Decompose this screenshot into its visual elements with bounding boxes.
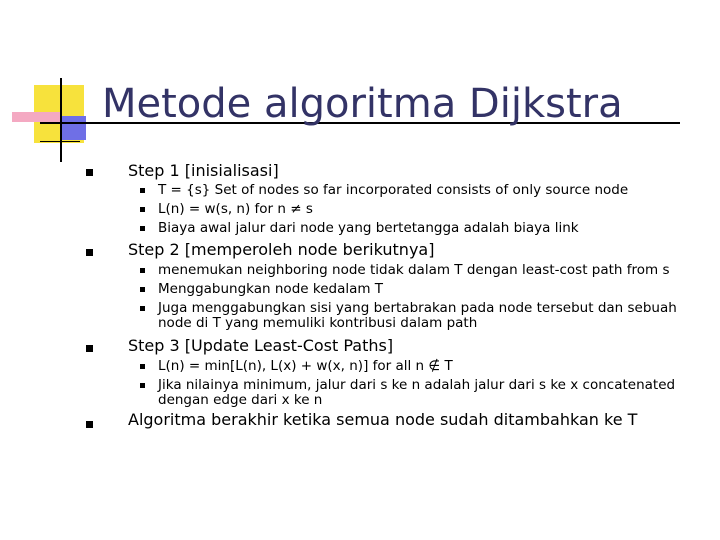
sub-bullet-icon <box>140 383 145 388</box>
step-2-item-3: Juga menggabungkan sisi yang bertabrakan pada node tersebut dan sebuah node di T yang memuliki kontribusi dalam path <box>158 300 677 331</box>
sub-bullet-icon <box>140 226 145 231</box>
step-3-item-2: Jika nilainya minimum, jalur dari s ke n adalah jalur dari s ke x concatenated dengan edge dari x ke n <box>158 377 676 408</box>
step-1-item-2: L(n) = w(s, n) for n ≠ s <box>158 201 313 217</box>
step-2-item-2: Menggabungkan node kedalam T <box>158 281 384 297</box>
bullet-icon <box>86 345 93 352</box>
bullet-icon <box>86 249 93 256</box>
step-1-item-3: Biaya awal jalur dari node yang bertetangga adalah biaya link <box>158 220 579 236</box>
slide-title: Metode algoritma Dijkstra <box>102 81 623 127</box>
sub-bullet-icon <box>140 364 145 369</box>
step-1-item-1: T = {s} Set of nodes so far incorporated consists of only source node <box>158 182 629 198</box>
sub-bullet-icon <box>140 268 145 273</box>
step-3-label: Step 3 [Update Least-Cost Paths] <box>128 336 394 355</box>
bullet-icon <box>86 169 93 176</box>
sub-bullet-icon <box>140 207 145 212</box>
sub-bullet-icon <box>140 287 145 292</box>
step-1-label: Step 1 [inisialisasi] <box>128 161 279 180</box>
decor-blue-block <box>60 116 86 140</box>
decor-vertical-line <box>60 78 62 162</box>
bullet-icon <box>86 421 93 428</box>
step-2-label: Step 2 [memperoleh node berikutnya] <box>128 240 435 259</box>
step-3-item-1: L(n) = min[L(n), L(x) + w(x, n)] for all n ∉ T <box>158 358 453 374</box>
final-step-label: Algoritma berakhir ketika semua node sudah ditambahkan ke T <box>128 410 638 429</box>
decor-pink-bar <box>12 112 60 122</box>
decor-short-line <box>40 141 80 142</box>
sub-bullet-icon <box>140 306 145 311</box>
sub-bullet-icon <box>140 188 145 193</box>
step-2-item-1: menemukan neighboring node tidak dalam T dengan least-cost path from s <box>158 262 670 278</box>
